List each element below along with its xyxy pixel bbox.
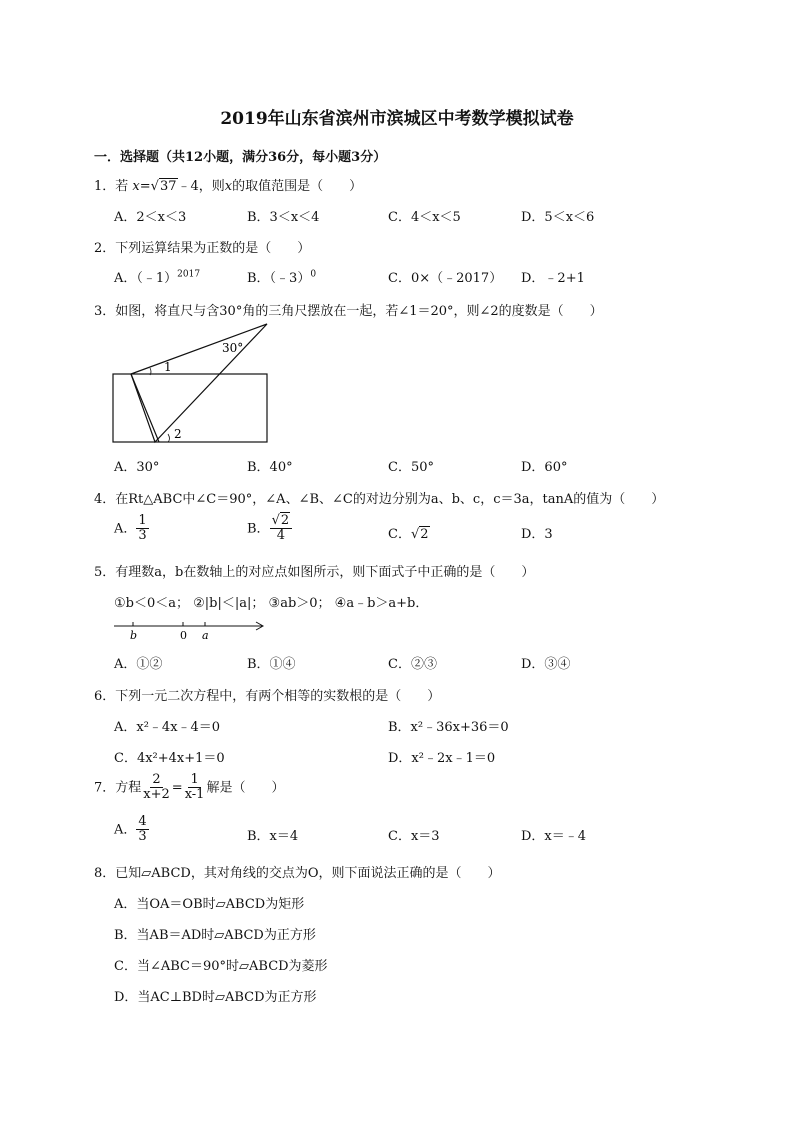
q4-c-label: C．	[388, 527, 411, 542]
q8-option-a[interactable]: A．当OA＝OB时▱ABCD为矩形	[114, 897, 305, 912]
q5-mark-3: ③	[268, 596, 281, 611]
q5-mark-4: ④	[334, 596, 347, 611]
axis-label-a: a	[202, 629, 209, 642]
question-4: 4．在Rt△ABC中∠C＝90°，∠A、∠B、∠C的对边分别为a、b、c，c＝3a，tanA的值为（ ）	[94, 492, 665, 507]
q3-option-a[interactable]: A．30°	[114, 460, 160, 475]
q1-eq: =	[139, 179, 151, 194]
q6-option-a[interactable]: A．x²﹣4x﹣4＝0	[114, 720, 221, 735]
q7-eq: =	[171, 780, 183, 796]
question-2: 2．下列运算结果为正数的是（ ）	[94, 241, 311, 256]
page-title: 2019年山东省滨州市滨城区中考数学模拟试卷	[220, 109, 574, 129]
q2-a-exp: 2017	[177, 269, 201, 280]
q7-option-b[interactable]: B．x＝4	[247, 829, 299, 844]
q5-option-d[interactable]: D．③④	[521, 657, 571, 672]
q4-a-label: A．	[114, 521, 137, 537]
q1-radicand: 37	[159, 179, 177, 194]
q5-statements	[114, 592, 428, 611]
q4-option-c[interactable]: C．√2	[388, 527, 429, 542]
q5-mark-2: ②	[193, 596, 205, 611]
q1-post: ﹣4，则	[177, 179, 225, 194]
q7-prefix: 7．方程	[94, 780, 142, 796]
q1-var2: x	[224, 179, 233, 194]
axis-label-b: b	[130, 629, 138, 642]
q4-b-radicand: 2	[280, 513, 290, 528]
q4-b-label: B．	[247, 521, 270, 537]
question-7	[94, 773, 284, 803]
number-line-figure	[112, 616, 267, 644]
q4-a-den: 3	[138, 528, 147, 544]
q4-b-den: 4	[276, 528, 285, 544]
q2-b-exp: 0	[310, 269, 317, 280]
q6-option-c[interactable]: C．4x²+4x+1＝0	[114, 751, 225, 766]
q3-option-d[interactable]: D．60°	[521, 460, 568, 475]
q2-option-c[interactable]: C．0×（﹣2017）	[388, 271, 503, 286]
question-6: 6．下列一元二次方程中，有两个相等的实数根的是（ ）	[94, 689, 441, 704]
q7-fraction-1	[141, 773, 172, 803]
q1-prefix: 1．若	[94, 179, 133, 194]
q2-b-base: B．（﹣3）	[247, 271, 311, 286]
q5-option-a[interactable]: A．①②	[114, 657, 163, 672]
q7-f1-den: x+2	[143, 787, 170, 803]
q2-a-base: A．（﹣1）	[114, 271, 178, 286]
q1-sqrt: √37	[150, 179, 177, 194]
q3-option-b[interactable]: B．40°	[247, 460, 293, 475]
q7-a-den: 3	[138, 829, 147, 845]
q4-option-a[interactable]	[114, 514, 149, 544]
q4-a-num: 1	[138, 513, 147, 528]
q8-option-d[interactable]: D．当AC⊥BD时▱ABCD为正方形	[114, 990, 317, 1005]
q2-option-d[interactable]: D．﹣2+1	[521, 271, 585, 286]
q1-option-a[interactable]: A．2＜x＜3	[114, 210, 187, 225]
angle-30-label: 30°	[222, 341, 244, 355]
q4-c-radicand: 2	[420, 527, 429, 542]
q1-var: x	[132, 179, 140, 194]
q8-option-c[interactable]: C．当∠ABC＝90°时▱ABCD为菱形	[114, 959, 328, 974]
q7-a-num: 4	[138, 814, 147, 829]
q4-option-d[interactable]: D．3	[521, 527, 553, 542]
q2-option-a[interactable]	[114, 267, 200, 286]
axis-label-0: 0	[180, 629, 187, 642]
q1-option-d[interactable]: D．5＜x＜6	[521, 210, 595, 225]
q7-a-label: A．	[114, 822, 137, 838]
q6-option-b[interactable]: B．x²﹣36x+36＝0	[388, 720, 509, 735]
question-1	[94, 175, 362, 194]
q8-option-b[interactable]: B．当AB＝AD时▱ABCD为正方形	[114, 928, 316, 943]
q5-mark-1: ①	[114, 596, 126, 611]
q4-a-fraction	[136, 514, 148, 544]
q4-option-b[interactable]	[247, 514, 292, 544]
ruler-shape	[113, 374, 267, 442]
q4-b-fraction	[270, 514, 293, 544]
q1-post2: 的取值范围是（ ）	[232, 179, 363, 194]
q2-option-b[interactable]	[247, 267, 316, 286]
section-heading: 一．选择题（共12小题，满分36分，每小题3分）	[94, 150, 387, 165]
q7-option-a[interactable]	[114, 815, 149, 845]
q5-statement-3: ab＞0；	[280, 596, 331, 611]
question-3: 3．如图，将直尺与含30°角的三角尺摆放在一起，若∠1＝20°，则∠2的度数是（ ）	[94, 304, 603, 319]
q7-fraction-2	[183, 773, 207, 803]
question-5: 5．有理数a，b在数轴上的对应点如图所示，则下面式子中正确的是（ ）	[94, 565, 535, 580]
q5-statement-4: a﹣b＞a+b．	[346, 596, 429, 611]
angle-1-label: 1	[164, 360, 172, 374]
q7-option-c[interactable]: C．x＝3	[388, 829, 440, 844]
q4-b-num: √2	[270, 514, 293, 529]
angle-2-label: 2	[174, 427, 182, 441]
q7-a-fraction	[136, 815, 148, 845]
q5-statement-2: |b|＜|a|；	[204, 596, 265, 611]
q5-option-c[interactable]: C．②③	[388, 657, 437, 672]
q5-option-b[interactable]: B．①④	[247, 657, 296, 672]
q7-option-d[interactable]: D．x＝﹣4	[521, 829, 587, 844]
q7-post: 解是（ ）	[206, 780, 285, 796]
q7-f2-den: x-1	[184, 787, 205, 803]
q7-f2-num: 1	[190, 772, 199, 787]
question-8: 8．已知▱ABCD，其对角线的交点为O，则下面说法正确的是（ ）	[94, 866, 501, 881]
q1-option-c[interactable]: C．4＜x＜5	[388, 210, 461, 225]
q6-option-d[interactable]: D．x²﹣2x﹣1＝0	[388, 751, 496, 766]
q5-statement-1: b＜0＜a；	[125, 596, 189, 611]
q7-f1-num: 2	[152, 772, 161, 787]
ruler-triangle-figure	[110, 320, 275, 448]
q3-option-c[interactable]: C．50°	[388, 460, 434, 475]
q1-option-b[interactable]: B．3＜x＜4	[247, 210, 320, 225]
